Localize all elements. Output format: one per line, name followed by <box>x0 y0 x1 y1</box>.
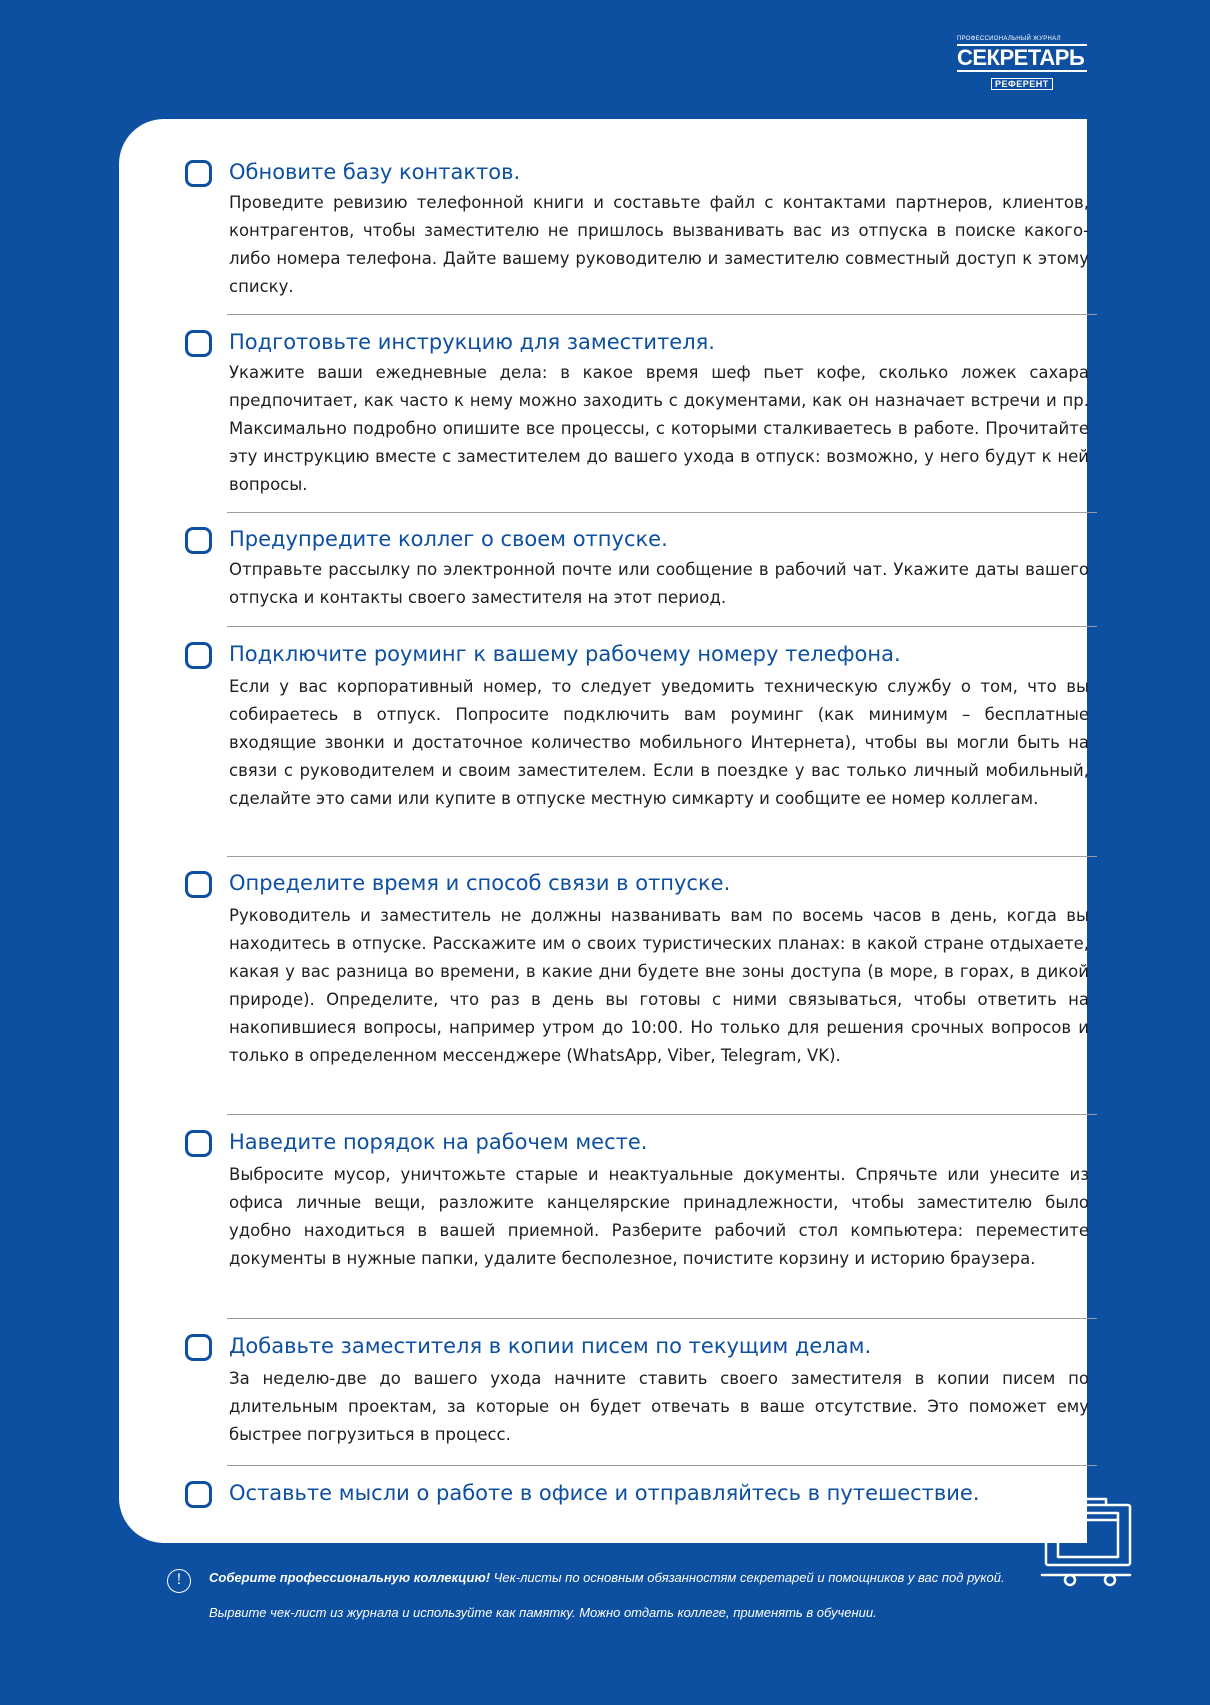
divider <box>227 1465 1097 1466</box>
divider <box>227 314 1097 315</box>
item-title: Подготовьте инструкцию для заместителя. <box>229 330 715 354</box>
item-title: Обновите базу контактов. <box>229 160 521 184</box>
checkbox[interactable] <box>185 330 212 357</box>
divider <box>227 1318 1097 1319</box>
item-title: Наведите порядок на рабочем месте. <box>229 1130 648 1154</box>
checkbox[interactable] <box>185 527 212 554</box>
item-text: Проведите ревизию телефонной книги и составьте файл с контактами партнеров, клиентов, контрагентов, чтобы заместителю не пришлось вызванивать вас из отпуска в поиске какого-либо номера телефона. Дайте вашему руководителю и заместителю совместный доступ к этому списку. <box>229 193 1089 296</box>
checkbox[interactable] <box>185 642 212 669</box>
divider <box>227 856 1097 857</box>
item-text: За неделю-две до вашего ухода начните ставить своего заместителя в копии писем по длительным проектам, за которые он будет отвечать в ваше отсутствие. Это поможет ему быстрее погрузиться в процесс. <box>229 1369 1089 1444</box>
checkbox[interactable] <box>185 871 212 898</box>
item-title: Добавьте заместителя в копии писем по текущим делам. <box>229 1334 872 1358</box>
item-text: Если у вас корпоративный номер, то следует уведомить техническую службу о том, что вы собираетесь в отпуск. Попросите подключить вам роуминг (как минимум – бесплатные входящие звонки и достаточное количество мобильного Интернета), чтобы вы могли быть на связи с руководителем и своим заместителем. Если в поездке у вас только личный мобильный, сделайте это сами или купите в отпуске местную симкарту и сообщите ее номер коллегам. <box>229 677 1089 808</box>
logo-badge: РЕФЕРЕНТ <box>991 78 1053 90</box>
checkbox[interactable] <box>185 1334 212 1361</box>
footer-note-bold: Соберите профессиональную коллекцию! <box>209 1570 491 1585</box>
logo-subtitle: ПРОФЕССИОНАЛЬНЫЙ ЖУРНАЛ <box>957 36 1061 42</box>
checkbox[interactable] <box>185 160 212 187</box>
divider <box>227 1114 1097 1115</box>
item-title: Предупредите коллег о своем отпуске. <box>229 527 668 551</box>
item-text: Отправьте рассылку по электронной почте или сообщение в рабочий чат. Укажите даты вашего отпуска и контакты своего заместителя на этот период. <box>229 560 1089 607</box>
divider <box>227 512 1097 513</box>
exclamation-circle-icon: ! <box>167 1569 191 1593</box>
magazine-logo <box>957 36 1087 91</box>
divider <box>227 626 1097 627</box>
item-text: Руководитель и заместитель не должны названивать вам по восемь часов в день, когда вы находитесь в отпуске. Расскажите им о своих туристических планах: в какой стране отдыхаете, какая у вас разница во времени, в какие дни будете вне зоны доступа (в море, в горах, в дикой природе). Определите, что раз в день вы готовы с ними связываться, чтобы ответить на накопившиеся вопросы, например утром до 10:00. Но только для решения срочных вопросов и только в определенном мессенджере (WhatsApp, Viber, Telegram, VK). <box>229 906 1089 1065</box>
item-title: Оставьте мысли о работе в офисе и отправляйтесь в путешествие. <box>229 1481 980 1505</box>
item-text: Укажите ваши ежедневные дела: в какое время шеф пьет кофе, сколько ложек сахара предпочитает, как часто к нему можно заходить с документами, как он назначает встречи и пр. Максимально подробно опишите все процессы, с которыми сталкиваетесь в работе. Прочитайте эту инструкцию вместе с заместителем до вашего ухода в отпуск: возможно, у него будут к ней вопросы. <box>229 363 1089 494</box>
item-title: Определите время и способ связи в отпуске. <box>229 871 731 895</box>
footer-note-line2: Вырвите чек-лист из журнала и используйте как памятку. Можно отдать коллеге, применять в обучении. <box>209 1605 877 1620</box>
checklist-card <box>119 119 1087 1543</box>
item-title: Подключите роуминг к вашему рабочему номеру телефона. <box>229 642 901 666</box>
logo-title: СЕКРЕТАРЬ <box>957 44 1087 72</box>
checkbox[interactable] <box>185 1130 212 1157</box>
suitcase-cart-icon <box>1024 1493 1134 1588</box>
item-text: Выбросите мусор, уничтожьте старые и неактуальные документы. Спрячьте или унесите из офиса личные вещи, разложите канцелярские принадлежности, чтобы заместителю было удобно находиться в вашей приемной. Разберите рабочий стол компьютера: переместите документы в нужные папки, удалите бесполезное, почистите корзину и историю браузера. <box>229 1165 1089 1268</box>
checkbox[interactable] <box>185 1481 212 1508</box>
footer-note-rest: Чек-листы по основным обязанностям секретарей и помощников у вас под рукой. <box>490 1570 1005 1585</box>
footer-note-line1 <box>209 1570 1005 1585</box>
